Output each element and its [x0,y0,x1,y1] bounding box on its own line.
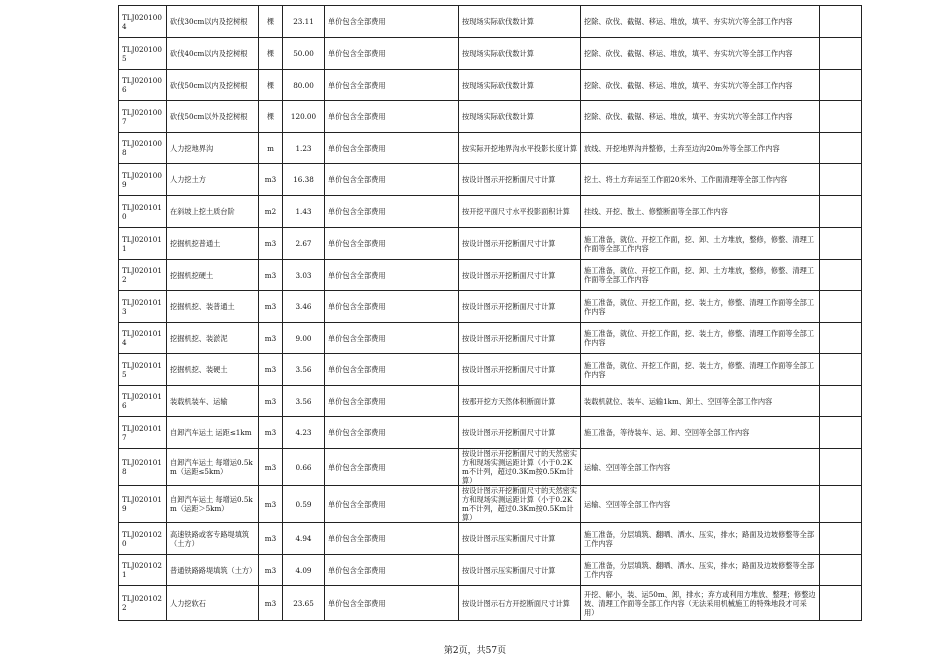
item-code: TLJ0201015 [119,354,167,386]
measurement-rule: 按设计图示开挖断面尺寸计算 [459,260,581,291]
item-name: 普通铁路路堤填筑（土方） [167,555,259,586]
empty-cell [820,523,862,555]
table-row [119,354,862,386]
item-price: 80.00 [283,70,325,101]
item-price: 23.11 [283,6,325,38]
measurement-rule: 按实际开挖地界沟水平投影长度计算 [459,133,581,164]
item-name: 砍伐30cm以内及挖树根 [167,6,259,38]
item-price: 1.23 [283,133,325,164]
item-price: 3.56 [283,386,325,417]
empty-cell [820,260,862,291]
item-price: 3.46 [283,291,325,323]
page-footer: 第2页，共57页 [443,646,507,656]
table-row [119,417,862,449]
item-code: TLJ0201013 [119,291,167,323]
item-unit: m3 [259,523,283,555]
item-name: 挖掘机挖、装淤泥 [167,323,259,354]
item-price: 16.38 [283,164,325,196]
measurement-rule: 按设计图示开挖断面尺寸计算 [459,228,581,260]
item-name: 人力挖软石 [167,586,259,621]
item-code: TLJ0201017 [119,417,167,449]
item-code: TLJ0201011 [119,228,167,260]
item-name: 挖掘机挖普通土 [167,228,259,260]
item-unit: 棵 [259,70,283,101]
item-code: TLJ0201016 [119,386,167,417]
work-content: 运输、空回等全部工作内容 [581,449,820,486]
item-description: 单价包含全部费用 [325,228,459,260]
item-unit: 棵 [259,38,283,70]
item-description: 单价包含全部费用 [325,196,459,228]
item-price: 1.43 [283,196,325,228]
item-description: 单价包含全部费用 [325,291,459,323]
work-content: 施工准备，分层填筑、翻晒、洒水、压实，排水；路面及边坡修整等全部工作内容 [581,555,820,586]
item-name: 人力挖土方 [167,164,259,196]
item-description: 单价包含全部费用 [325,164,459,196]
measurement-rule: 按现场实际砍伐数计算 [459,38,581,70]
item-name: 在斜坡上挖土质台阶 [167,196,259,228]
item-description: 单价包含全部费用 [325,6,459,38]
measurement-rule: 按设计图示开挖断面尺寸的天然密实方和现场实测运距计算（小于0.2Km不计列，超过0.3Km按0.5Km计算） [459,486,581,523]
item-price: 2.67 [283,228,325,260]
item-name: 挖掘机挖硬土 [167,260,259,291]
measurement-rule: 按现场实际砍伐数计算 [459,70,581,101]
table-row [119,586,862,621]
item-code: TLJ0201007 [119,101,167,133]
empty-cell [820,196,862,228]
item-description: 单价包含全部费用 [325,354,459,386]
empty-cell [820,486,862,523]
measurement-rule: 按设计图示开挖断面尺寸的天然密实方和现场实测运距计算（小于0.2Km不计列，超过0.3Km按0.5Km计算） [459,449,581,486]
table-row [119,133,862,164]
empty-cell [820,555,862,586]
item-unit: m3 [259,323,283,354]
table-row [119,260,862,291]
item-unit: 棵 [259,6,283,38]
work-content: 施工准备，就位、开挖工作面，挖、装土方，修整、清理工作面等全部工作内容 [581,354,820,386]
item-unit: m3 [259,164,283,196]
table-row [119,323,862,354]
item-unit: m [259,133,283,164]
measurement-rule: 按设计图示压实断面尺寸计算 [459,555,581,586]
measurement-rule: 按那开挖方天然体积断面计算 [459,386,581,417]
item-name: 自卸汽车运土 每增运0.5km（运距＞5km） [167,486,259,523]
item-price: 0.59 [283,486,325,523]
table-row [119,228,862,260]
work-content: 挖除、砍伐、截锯、移运、堆放，填平、夯实坑穴等全部工作内容 [581,70,820,101]
work-content: 施工准备，就位、开挖工作面，挖、卸、土方堆放，整修，修整、清理工作面等全部工作内容 [581,228,820,260]
item-price: 4.09 [283,555,325,586]
item-unit: m3 [259,417,283,449]
item-unit: m3 [259,386,283,417]
item-price: 0.66 [283,449,325,486]
item-unit: 棵 [259,101,283,133]
table-row [119,486,862,523]
empty-cell [820,354,862,386]
empty-cell [820,386,862,417]
item-code: TLJ0201020 [119,523,167,555]
empty-cell [820,38,862,70]
table-row [119,386,862,417]
empty-cell [820,417,862,449]
item-unit: m3 [259,291,283,323]
work-content: 挂线、开挖、散土、修整断面等全部工作内容 [581,196,820,228]
item-description: 单价包含全部费用 [325,386,459,417]
empty-cell [820,70,862,101]
item-description: 单价包含全部费用 [325,133,459,164]
measurement-rule: 按现场实际砍伐数计算 [459,101,581,133]
work-content: 挖除、砍伐、截锯、移运、堆放，填平、夯实坑穴等全部工作内容 [581,6,820,38]
measurement-rule: 按设计图示开挖断面尺寸计算 [459,291,581,323]
item-code: TLJ0201008 [119,133,167,164]
item-code: TLJ0201009 [119,164,167,196]
item-price: 9.00 [283,323,325,354]
item-description: 单价包含全部费用 [325,260,459,291]
item-name: 砍伐50cm以外及挖树根 [167,101,259,133]
work-content: 挖除、砍伐、截锯、移运、堆放，填平、夯实坑穴等全部工作内容 [581,101,820,133]
item-unit: m3 [259,449,283,486]
item-description: 单价包含全部费用 [325,486,459,523]
empty-cell [820,6,862,38]
item-unit: m3 [259,486,283,523]
measurement-rule: 按设计图示开挖断面尺寸计算 [459,323,581,354]
item-code: TLJ0201019 [119,486,167,523]
item-code: TLJ0201005 [119,38,167,70]
item-code: TLJ0201014 [119,323,167,354]
item-name: 挖掘机挖、装硬土 [167,354,259,386]
item-price: 3.03 [283,260,325,291]
measurement-rule: 按设计图示开挖断面尺寸计算 [459,164,581,196]
item-price: 120.00 [283,101,325,133]
work-content: 挖除、砍伐、截锯、移运、堆放，填平、夯实坑穴等全部工作内容 [581,38,820,70]
item-unit: m2 [259,196,283,228]
item-description: 单价包含全部费用 [325,586,459,621]
item-name: 自卸汽车运土 运距≤1km [167,417,259,449]
work-content: 施工准备，等待装车、运、卸、空回等全部工作内容 [581,417,820,449]
table-row [119,449,862,486]
work-content: 运输、空回等全部工作内容 [581,486,820,523]
table-row [119,555,862,586]
item-code: TLJ0201018 [119,449,167,486]
item-name: 高速铁路或客专路堤填筑（土方） [167,523,259,555]
item-price: 4.94 [283,523,325,555]
work-content: 开挖、解小，装、运50m、卸，排水；弃方或利用方堆放、整理；修整边坡、清理工作面等全部工作内容（无法采用机械施工的特殊地段才可采用） [581,586,820,621]
table-row [119,101,862,133]
item-description: 单价包含全部费用 [325,323,459,354]
item-code: TLJ0201021 [119,555,167,586]
empty-cell [820,228,862,260]
item-code: TLJ0201004 [119,6,167,38]
measurement-rule: 按现场实际砍伐数计算 [459,6,581,38]
empty-cell [820,164,862,196]
work-content: 施工准备，分层填筑、翻晒、洒水、压实，排水；路面及边坡修整等全部工作内容 [581,523,820,555]
table-row [119,6,862,38]
measurement-rule: 按设计图示开挖断面尺寸计算 [459,354,581,386]
table-row [119,196,862,228]
table-row [119,70,862,101]
item-description: 单价包含全部费用 [325,417,459,449]
empty-cell [820,101,862,133]
item-name: 挖掘机挖、装普通土 [167,291,259,323]
item-code: TLJ0201012 [119,260,167,291]
item-description: 单价包含全部费用 [325,449,459,486]
work-content: 放线、开挖地界沟并整修，土弃至边沟20m外等全部工作内容 [581,133,820,164]
item-code: TLJ0201010 [119,196,167,228]
work-content: 装载机就位、装车、运输1km、卸土、空回等全部工作内容 [581,386,820,417]
item-name: 人力挖地界沟 [167,133,259,164]
item-code: TLJ0201022 [119,586,167,621]
item-price: 4.23 [283,417,325,449]
work-content: 施工准备，就位、开挖工作面，挖、卸、土方堆放，整修，修整、清理工作面等全部工作内容 [581,260,820,291]
item-name: 装载机装车、运输 [167,386,259,417]
work-content: 施工准备，就位、开挖工作面，挖、装土方，修整、清理工作面等全部工作内容 [581,291,820,323]
item-name: 砍伐40cm以内及挖树根 [167,38,259,70]
work-content: 挖土、将土方弃运至工作面20米外、工作面清理等全部工作内容 [581,164,820,196]
item-code: TLJ0201006 [119,70,167,101]
item-description: 单价包含全部费用 [325,523,459,555]
table-row [119,291,862,323]
item-unit: m3 [259,228,283,260]
empty-cell [820,323,862,354]
item-unit: m3 [259,555,283,586]
item-unit: m3 [259,354,283,386]
table-row [119,38,862,70]
item-price: 23.65 [283,586,325,621]
empty-cell [820,291,862,323]
item-name: 自卸汽车运土 每增运0.5km（运距≤5km） [167,449,259,486]
measurement-rule: 按设计图示石方开挖断面尺寸计算 [459,586,581,621]
item-description: 单价包含全部费用 [325,555,459,586]
empty-cell [820,449,862,486]
item-name: 砍伐50cm以内及挖树根 [167,70,259,101]
item-description: 单价包含全部费用 [325,70,459,101]
empty-cell [820,133,862,164]
price-table [118,5,862,621]
item-unit: m3 [259,586,283,621]
table-row [119,164,862,196]
item-price: 50.00 [283,38,325,70]
item-unit: m3 [259,260,283,291]
work-content: 施工准备，就位、开挖工作面，挖、装土方，修整、清理工作面等全部工作内容 [581,323,820,354]
item-price: 3.56 [283,354,325,386]
table-row [119,523,862,555]
item-description: 单价包含全部费用 [325,101,459,133]
item-description: 单价包含全部费用 [325,38,459,70]
measurement-rule: 按设计图示压实断面尺寸计算 [459,523,581,555]
measurement-rule: 按开挖平面尺寸水平投影面积计算 [459,196,581,228]
empty-cell [820,586,862,621]
measurement-rule: 按设计图示开挖断面尺寸计算 [459,417,581,449]
